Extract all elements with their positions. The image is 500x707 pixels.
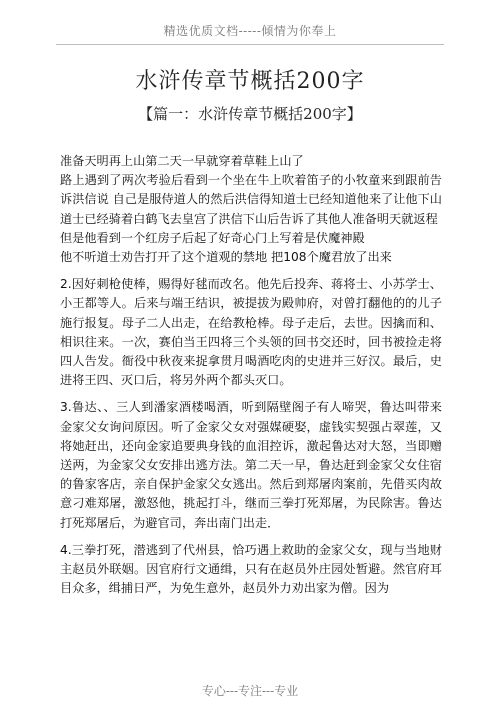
paragraph-4: 他不听道士劝告打开了这个道观的禁地 把108个魔君放了出来 [60,250,392,265]
document-subtitle: 【篇一：水浒传章节概括200字】 [138,105,362,123]
paragraph-2: 路上遇到了两次考验后看到一个坐在牛上吹着笛子的小牧童来到跟前告诉洪信说 自己是服侍道人的然后洪信得知道士已经知道他来了让他下山道士已经骑着白鹤飞去皇宫了洪信下山后告诉了其他人准备明天就返程 [60,173,442,226]
paragraph-5: 2.因好刺枪使棒，赐得好毬而改名。他先后投奔、蒋将士、小苏学士、小王都等人。后来与端王结识，被提拔为殿帅府，对曾打翻他的的儿子施行报复。母子二人出走，在给教枪棒。母子走后，去世。因擒而和、相识往来。一次，赛伯当王四将三个头领的回书交还时，回书被捡走将四人告发。衙役中秋夜来捉拿贯月喝酒吃肉的史进并三好汉。最后，史进将王四、灭口后，将另外两个都头灭口。 [60,277,442,388]
page-footer: 专心---专注---专业 [201,684,299,698]
paragraph-3: 但是他看到一个红房子后起了好奇心门上写着是伏魔神殿 [60,230,365,245]
header-divider [56,44,444,45]
paragraph-6: 3.鲁达、、三人到潘家酒楼喝酒，听到隔壁阁子有人啼哭，鲁达叫带来金家父女询问原因。听了金家父女对强媒硬娶，虚钱实契强占翠莲，又将她赶出，还向金家追要典身钱的血泪控诉，激起鲁达对大怒，当即赠送两，为金家父女安排出逃方法。第二天一早，鲁达赶到金家父女住宿的鲁家客店，亲自保护金家父女逃出。然后到郑屠肉案前，先借买肉故意刁难郑屠，激怒他，挑起打斗，继而三拳打死郑屠，为民除害。鲁达打死郑屠后，为避官司，奔出南门出走． [60,400,442,530]
document-body [60,152,442,598]
paragraph-1: 准备天明再上山第二天一早就穿着草鞋上山了 [60,154,304,168]
paragraph-7: 4.三拳打死，潜逃到了代州县，恰巧遇上救助的金家父女，现与当地财主赵员外联姻。因官府行文通缉，只有在赵员外庄园处暂避。然官府耳目众多，缉捕日严，为免生意外，赵员外力劝出家为僧。因为 [60,542,442,596]
document-title: 水浒传章节概括200字 [135,69,365,94]
page-header: 精选优质文档-----倾情为你奉上 [163,24,337,38]
